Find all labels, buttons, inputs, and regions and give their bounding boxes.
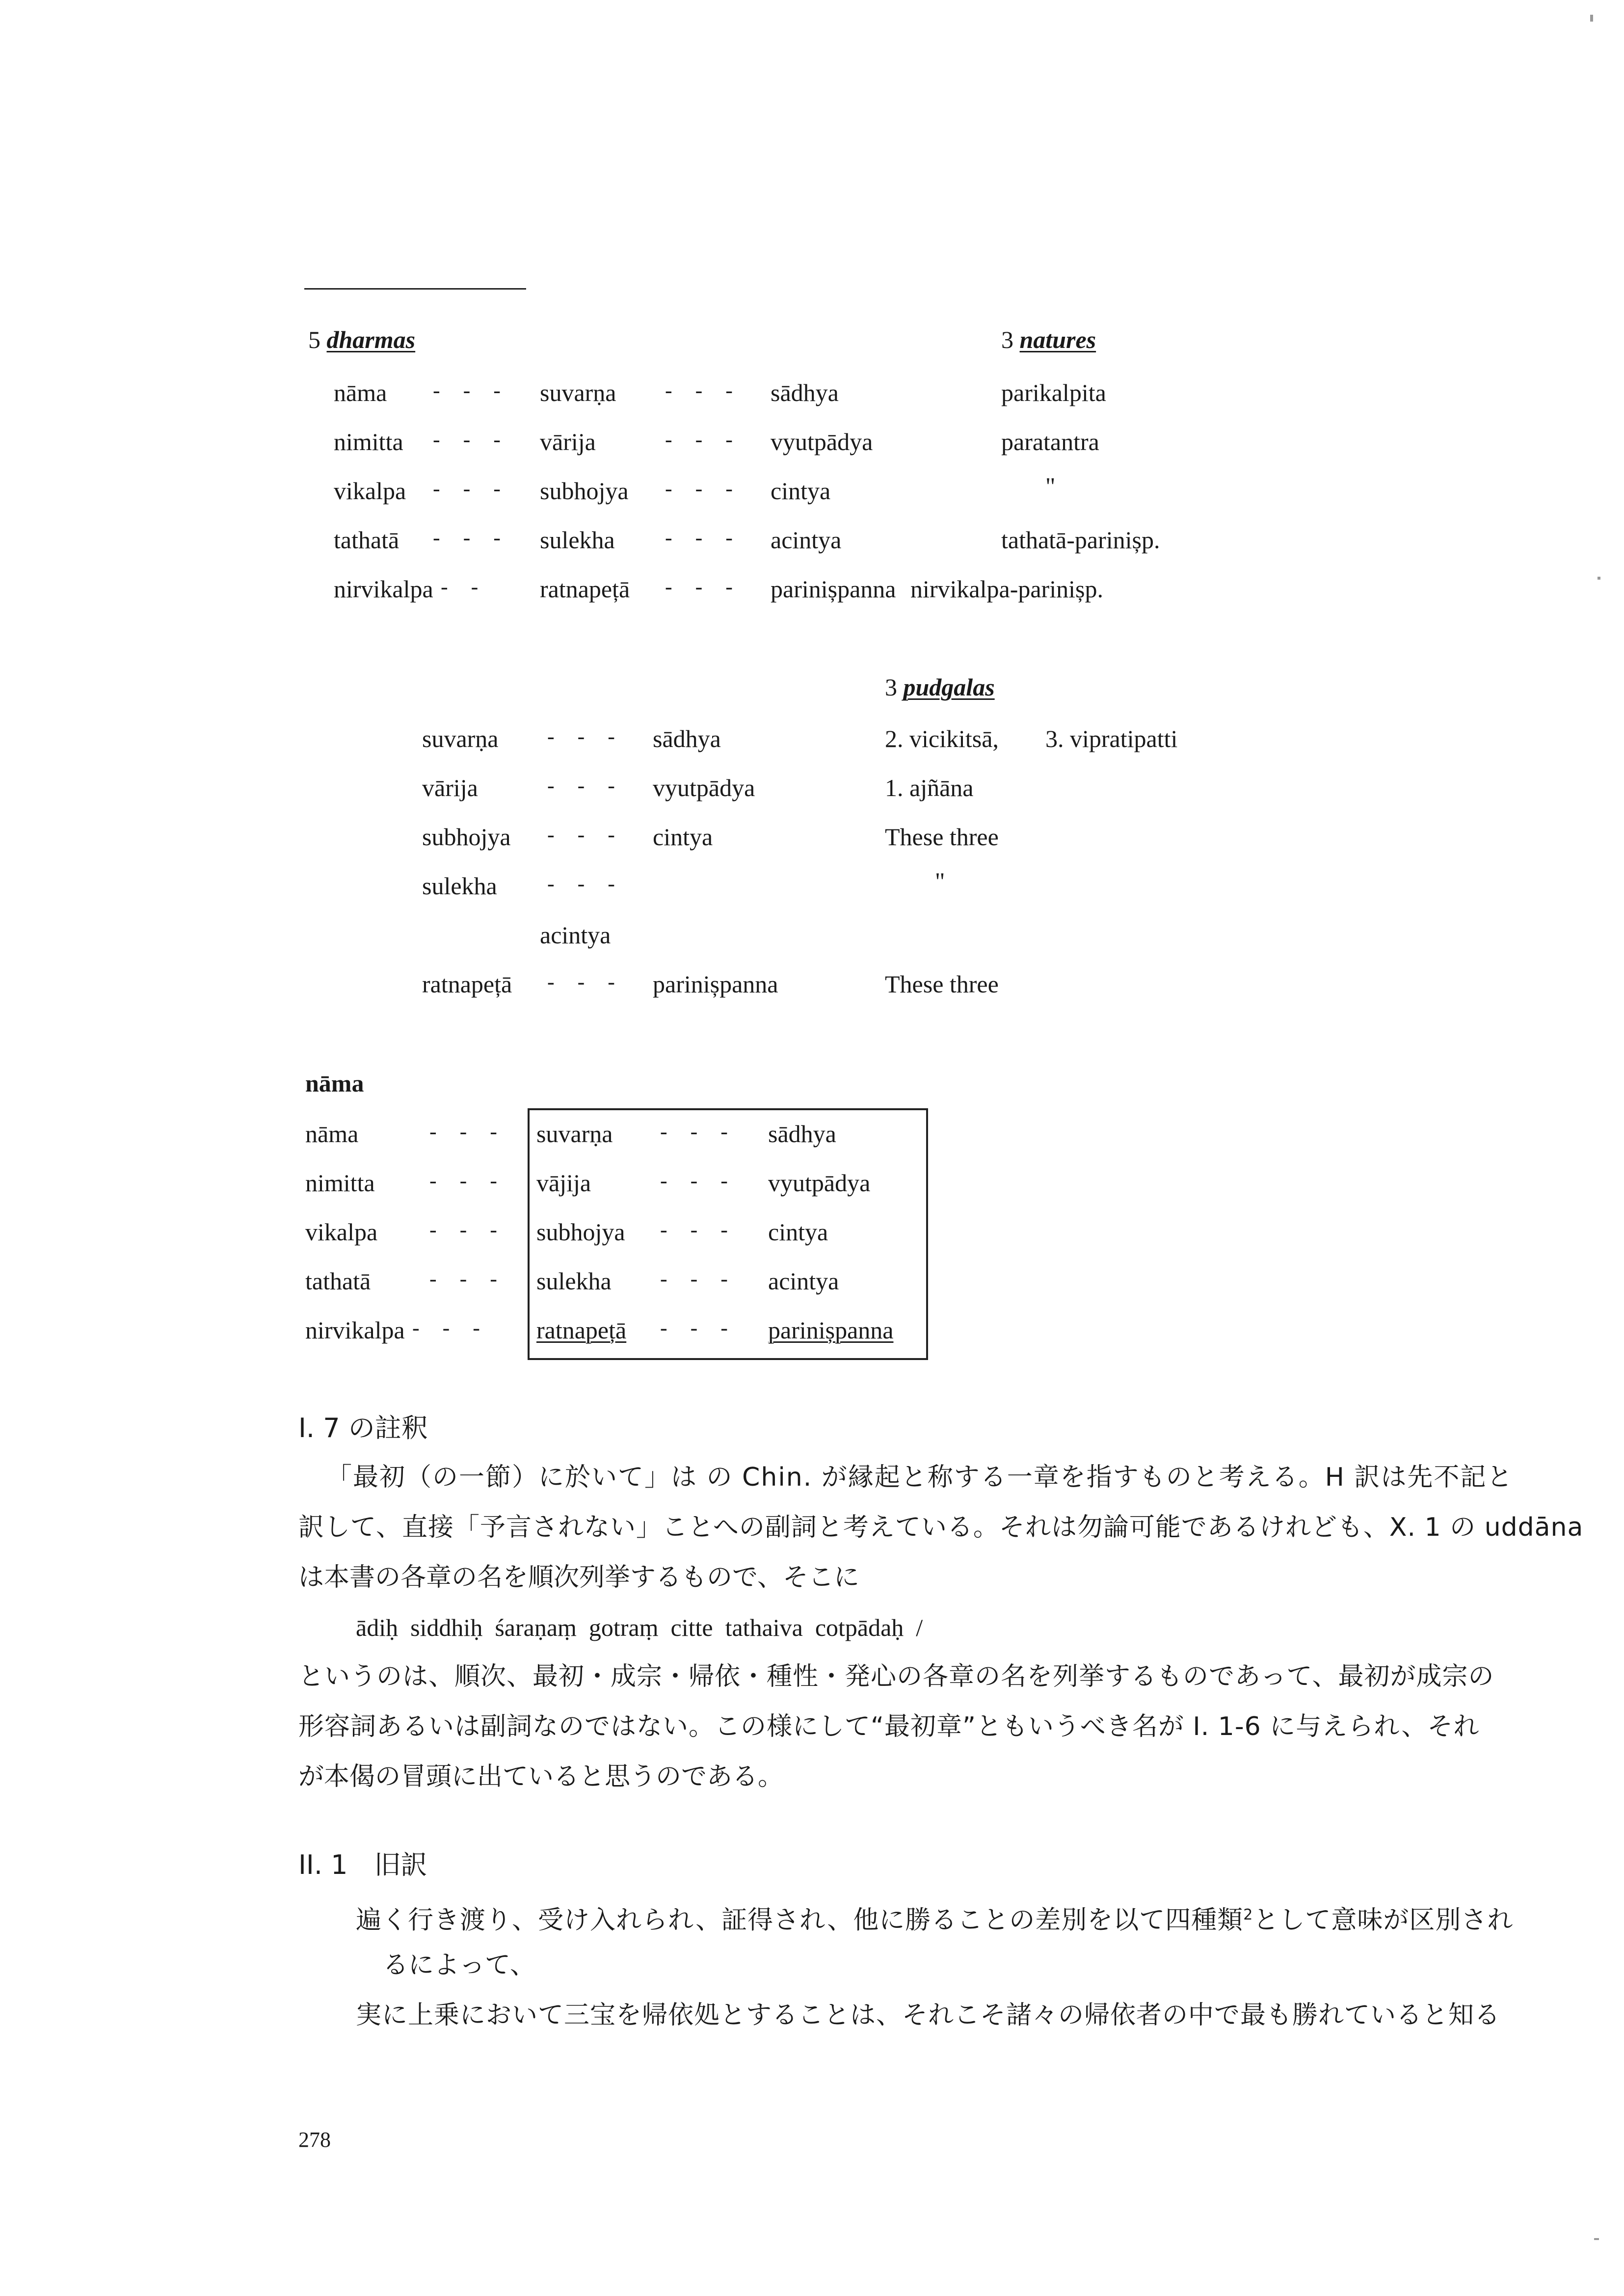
s3-row1-b: suvarṇa <box>536 1120 613 1148</box>
s3-row3-a: vikalpa <box>305 1218 378 1246</box>
s3-row2-dash2: - - - <box>660 1169 737 1193</box>
s2-row4-a: sulekha <box>422 872 497 900</box>
s1-row1-a: nāma <box>334 379 387 406</box>
commentary-heading: I. 7 の註釈 <box>298 1413 428 1443</box>
s3-row5-dash1: - - - <box>412 1316 489 1340</box>
s3-row5-dash2: - - - <box>660 1316 737 1340</box>
s3-row3-b: subhojya <box>536 1218 625 1246</box>
s1-row4-c: acintya <box>771 526 842 554</box>
s1-row4-d: tathatā-parinișp. <box>1001 526 1160 554</box>
s2-row1-d: 2. vicikitsā, <box>885 725 999 752</box>
s2-row6-a: ratnapețā <box>422 970 512 998</box>
s1-row3-b: subhojya <box>540 477 629 505</box>
s3-row1-c: sādhya <box>768 1120 836 1148</box>
s1-row3-dash1: - - - <box>433 477 509 501</box>
s3-row1-dash1: - - - <box>429 1120 506 1144</box>
s1-row5-dash2: - - - <box>665 575 742 599</box>
scan-mark <box>1594 2238 1599 2240</box>
section1-heading-left: 5 dharmas <box>308 326 416 353</box>
section3-heading: nāma <box>305 1069 364 1097</box>
s1-row4-dash1: - - - <box>433 526 509 550</box>
s1-row3-dash2: - - - <box>665 477 742 501</box>
section1-heading-right: 3 natures <box>1001 326 1096 353</box>
s1-row4-a: tathatā <box>334 526 399 554</box>
s2-row6-d: These three <box>885 970 999 998</box>
s1-row5-d: nirvikalpa-parinișp. <box>910 575 1103 603</box>
old-translation-line-3: 実に上乗において三宝を帰依処とすることは、それこそ諸々の帰依者の中で最も勝れていると知る <box>356 2001 1501 2030</box>
s3-row4-dash2: - - - <box>660 1267 737 1291</box>
s2-row2-a: vārija <box>422 774 478 801</box>
s3-row3-dash1: - - - <box>429 1218 506 1242</box>
footnote-rule <box>304 288 526 290</box>
s2-row3-a: subhojya <box>422 823 511 851</box>
s2-row3-d: These three <box>885 823 999 851</box>
commentary-sanskrit-line: ādiḥ siddhiḥ śaraṇaṃ gotraṃ citte tathaiva cotpādaḥ / <box>356 1614 923 1641</box>
s3-row3-c: cintya <box>768 1218 828 1246</box>
s1-row5-dash1: - - <box>441 575 487 599</box>
commentary-line-7: が本偈の冒頭に出ていると思うのである。 <box>298 1762 784 1791</box>
commentary-line-5: というのは、順次、最初・成宗・帰依・種性・発心の各章の名を列挙するものであって、最初が成宗の <box>298 1662 1494 1691</box>
s1-row4-dash2: - - - <box>665 526 742 550</box>
s3-row3-dash2: - - - <box>660 1218 737 1242</box>
s3-row4-c: acintya <box>768 1267 839 1295</box>
s2-row2-c: vyutpādya <box>653 774 755 801</box>
s3-row5-c: parinișpanna <box>768 1316 894 1344</box>
s3-row2-b: vājija <box>536 1169 591 1197</box>
commentary-line-3: は本書の各章の名を順次列挙するもので、そこに <box>298 1563 859 1592</box>
s3-row5-a: nirvikalpa <box>305 1316 405 1344</box>
commentary-line-1: 「最初（の一節）に於いて」は の Chin. が縁起と称する一章を指すものと考える。H 訳は先不記と <box>326 1463 1514 1492</box>
s1-row1-dash1: - - - <box>433 378 509 402</box>
s2-row1-c: sādhya <box>653 725 721 752</box>
old-translation-heading: II. 1 旧訳 <box>298 1849 427 1880</box>
scan-mark <box>1597 577 1600 580</box>
s2-row3-dash: - - - <box>547 823 624 847</box>
page-number: 278 <box>298 2128 331 2152</box>
s3-row1-dash2: - - - <box>660 1120 737 1144</box>
s1-row3-d: " <box>1045 472 1056 500</box>
s3-row1-a: nāma <box>305 1120 359 1148</box>
s1-row1-d: parikalpita <box>1001 379 1106 406</box>
s1-row2-a: nimitta <box>334 428 403 455</box>
s1-row1-b: suvarṇa <box>540 379 616 406</box>
dharmas-label: dharmas <box>326 326 416 353</box>
s3-row4-a: tathatā <box>305 1267 371 1295</box>
s2-row2-dash: - - - <box>547 774 624 798</box>
commentary-line-6: 形容詞あるいは副詞なのではない。この様にして“最初章”ともいうべき名が I. 1-6 に与えられ、それ <box>298 1712 1480 1741</box>
section2-heading: 3 pudgalas <box>885 673 995 701</box>
s2-row4-dash: - - - <box>547 872 624 896</box>
s3-row2-a: nimitta <box>305 1169 375 1197</box>
s1-row4-b: sulekha <box>540 526 615 554</box>
s2-row1-a: suvarṇa <box>422 725 499 752</box>
s2-row2-d: 1. ajñāna <box>885 774 974 801</box>
s3-row4-dash1: - - - <box>429 1267 506 1291</box>
s2-row5-b: acintya <box>540 921 611 949</box>
s2-row6-dash: - - - <box>547 970 624 994</box>
s1-row2-d: paratantra <box>1001 428 1099 455</box>
s3-row4-b: sulekha <box>536 1267 612 1295</box>
s1-row2-dash1: - - - <box>433 427 509 452</box>
s2-row6-c: parinișpanna <box>653 970 778 998</box>
s1-row3-a: vikalpa <box>334 477 406 505</box>
old-translation-line-1: 遍く行き渡り、受け入れられ、証得され、他に勝ることの差別を以て四種類$^2$として意味が区別され <box>356 1905 1514 1935</box>
s1-row2-c: vyutpādya <box>771 428 873 455</box>
s1-row1-dash2: - - - <box>665 378 742 402</box>
s1-row2-dash2: - - - <box>665 427 742 452</box>
s1-row2-b: vārija <box>540 428 596 455</box>
footnote-marker[interactable]: 2 <box>1243 1906 1253 1923</box>
s2-row4-d: " <box>935 867 945 895</box>
pudgalas-label: pudgalas <box>903 673 995 701</box>
s1-row5-b: ratnapețā <box>540 575 630 603</box>
natures-label: natures <box>1019 326 1096 353</box>
s3-row2-c: vyutpādya <box>768 1169 871 1197</box>
s2-row1-dash: - - - <box>547 724 624 748</box>
s1-row3-c: cintya <box>771 477 831 505</box>
s1-row1-c: sādhya <box>771 379 839 406</box>
s1-row5-c: parinișpanna <box>771 575 896 603</box>
s2-row1-e: 3. vipratipatti <box>1045 725 1178 752</box>
s3-row5-b: ratnapețā <box>536 1316 627 1344</box>
s3-row2-dash1: - - - <box>429 1169 506 1193</box>
s2-row3-c: cintya <box>653 823 713 851</box>
commentary-line-2: 訳して、直接「予言されない」ことへの副詞と考えている。それは勿論可能であるけれども、X. 1 の uddāna <box>298 1513 1584 1542</box>
old-translation-line-2: るによって、 <box>383 1950 535 1980</box>
s1-row5-a: nirvikalpa <box>334 575 433 603</box>
scan-mark <box>1590 15 1593 22</box>
